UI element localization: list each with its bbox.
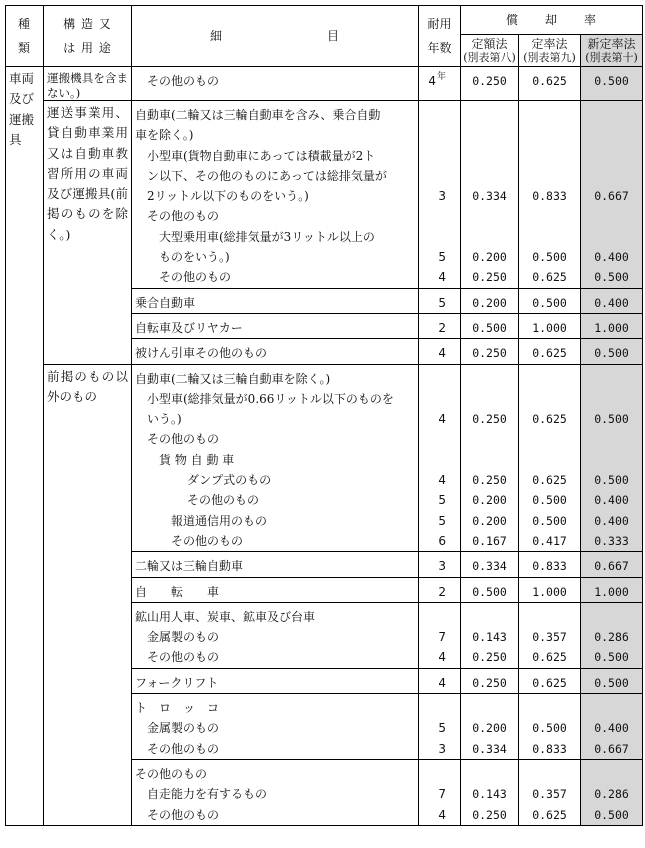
life-value [419, 470, 460, 490]
fixed-rate-value: 0.334 [472, 189, 507, 204]
life-number: 4 [438, 650, 446, 665]
detail-line: いう。) [147, 412, 182, 427]
header-new-declining-label: 新定率法 [587, 37, 636, 51]
fixed-rate-value: 0.167 [472, 533, 507, 548]
declining-rate-cell [519, 67, 581, 101]
fixed-rate-value [461, 227, 518, 247]
detail-cell [132, 577, 419, 602]
detail-line: ものをいう。) [159, 250, 230, 265]
new-declining-rate-value [581, 166, 642, 186]
life-value [419, 607, 460, 627]
life-value [419, 739, 460, 759]
life-value [419, 247, 460, 267]
declining-rate-value: 0.417 [532, 533, 567, 548]
header-new-declining [581, 35, 643, 67]
life-value [419, 318, 460, 338]
table-row [6, 101, 643, 289]
fixed-rate-value [461, 764, 518, 784]
life-value [419, 556, 460, 576]
detail-line: ト ロ ッ コ [135, 701, 220, 716]
fixed-rate-cell [461, 577, 519, 602]
fixed-rate-cell [461, 313, 519, 338]
life-value [419, 125, 460, 145]
life-number: 2 [438, 320, 446, 335]
new-declining-rate-value [581, 206, 642, 226]
new-declining-rate-value: 0.667 [594, 189, 629, 204]
new-declining-rate-value: 0.500 [594, 412, 629, 427]
life-value [419, 369, 460, 389]
new-declining-rate-value: 0.400 [594, 295, 629, 310]
structure-cell [44, 101, 132, 365]
detail-line: 2リットル以下のものをいう。) [147, 189, 309, 204]
life-number: 4 [428, 74, 436, 88]
header-declining-note: (別表第九) [523, 51, 576, 64]
header-fixed [461, 35, 519, 67]
detail-line: 金属製のもの [147, 721, 220, 736]
fixed-rate-value: 0.200 [472, 493, 507, 508]
life-number: 4 [438, 412, 446, 427]
fixed-rate-cell [461, 602, 519, 668]
detail-cell [132, 552, 419, 577]
new-declining-rate-value: 0.500 [594, 473, 629, 488]
fixed-rate-cell [461, 288, 519, 313]
header-life [419, 6, 461, 67]
year-unit: 年 [436, 72, 446, 82]
life-number: 7 [438, 630, 446, 645]
header-fixed-note: (別表第八) [463, 51, 516, 64]
detail-cell [132, 668, 419, 693]
life-number: 5 [438, 513, 446, 528]
declining-rate-value [519, 369, 580, 389]
detail-line: 自転車及びリヤカー [135, 320, 243, 335]
new-declining-rate-value: 0.400 [594, 513, 629, 528]
life-value [419, 805, 460, 825]
detail-line: 鉱山用人車、炭車、鉱車及び台車 [135, 609, 316, 624]
declining-rate-cell [519, 759, 581, 825]
life-cell [419, 364, 461, 552]
declining-rate-value: 0.625 [532, 346, 567, 361]
fixed-rate-value: 0.250 [472, 675, 507, 690]
header-declining-label: 定率法 [531, 37, 568, 51]
structure-label: 前掲のもの以外のもの [47, 368, 128, 404]
detail-line: その他のもの [159, 270, 232, 285]
declining-rate-cell [519, 364, 581, 552]
life-cell [419, 668, 461, 693]
life-value [419, 429, 460, 449]
detail-line: 小型車(貨物自動車にあっては積載量が2ト [147, 148, 376, 163]
new-declining-rate-value: 0.500 [594, 270, 629, 285]
declining-rate-value: 0.500 [532, 250, 567, 265]
declining-rate-value: 0.625 [532, 650, 567, 665]
declining-rate-value [519, 389, 580, 409]
declining-rate-value: 0.625 [532, 270, 567, 285]
life-value [419, 511, 460, 531]
life-value [419, 409, 460, 429]
fixed-rate-value: 0.250 [472, 650, 507, 665]
new-declining-rate-value: 1.000 [594, 320, 629, 335]
detail-line: 自 転 車 [135, 584, 220, 599]
life-number: 6 [438, 533, 446, 548]
fixed-rate-value: 0.500 [472, 584, 507, 599]
detail-line: 自動車(二輪又は三輪自動車を除く。) [135, 371, 331, 386]
detail-line: その他のもの [187, 493, 260, 508]
life-cell [419, 313, 461, 338]
life-value [419, 206, 460, 226]
fixed-rate-value [461, 607, 518, 627]
detail-line: ン以下、その他のものにあっては総排気量が [147, 168, 387, 183]
fixed-rate-value [461, 125, 518, 145]
new-declining-rate-value: 1.000 [594, 584, 629, 599]
fixed-rate-value: 0.200 [472, 250, 507, 265]
new-declining-rate-value: 0.500 [594, 74, 629, 88]
new-declining-rate-value [581, 227, 642, 247]
fixed-rate-value [461, 206, 518, 226]
new-declining-rate-cell [581, 288, 643, 313]
life-number: 4 [438, 270, 446, 285]
kind-cell [6, 67, 44, 826]
declining-rate-value: 0.833 [532, 189, 567, 204]
detail-cell [132, 759, 419, 825]
declining-rate-value: 0.357 [532, 630, 567, 645]
new-declining-rate-value [581, 764, 642, 784]
new-declining-rate-value: 0.500 [594, 675, 629, 690]
new-declining-rate-value: 0.286 [594, 630, 629, 645]
life-value [419, 673, 460, 693]
header-rates [461, 6, 643, 35]
new-declining-rate-cell [581, 759, 643, 825]
life-cell [419, 552, 461, 577]
life-value [419, 105, 460, 125]
detail-cell [132, 339, 419, 364]
declining-rate-value [519, 429, 580, 449]
new-declining-rate-value: 0.286 [594, 787, 629, 802]
fixed-rate-value: 0.500 [472, 320, 507, 335]
new-declining-rate-cell [581, 101, 643, 289]
new-declining-rate-cell [581, 364, 643, 552]
new-declining-rate-cell [581, 668, 643, 693]
new-declining-rate-value: 0.667 [594, 559, 629, 574]
detail-line: フォークリフト [135, 675, 219, 690]
life-cell [419, 101, 461, 289]
structure-cell [44, 67, 132, 101]
fixed-rate-cell [461, 67, 519, 101]
declining-rate-value: 0.833 [532, 741, 567, 756]
detail-line: 被けん引車その他のもの [135, 346, 268, 361]
life-value [419, 186, 460, 206]
declining-rate-value: 1.000 [532, 320, 567, 335]
life-number: 5 [438, 295, 446, 310]
depreciation-table [5, 5, 643, 826]
detail-cell [132, 602, 419, 668]
header-detail-text: 細 目 [209, 28, 340, 43]
fixed-rate-cell [461, 339, 519, 364]
declining-rate-value [519, 166, 580, 186]
fixed-rate-value: 0.250 [472, 412, 507, 427]
structure-label: 運搬機具を含まない。) [47, 71, 128, 100]
header-kind-text: 種 類 [17, 17, 31, 55]
fixed-rate-value: 0.250 [472, 346, 507, 361]
life-number: 3 [438, 559, 446, 574]
new-declining-rate-cell [581, 67, 643, 101]
life-value [419, 764, 460, 784]
header-new-declining-note: (別表第十) [585, 51, 638, 64]
detail-cell [132, 694, 419, 760]
life-number: 4 [438, 807, 446, 822]
structure-cell [44, 364, 132, 825]
new-declining-rate-cell [581, 602, 643, 668]
new-declining-rate-value [581, 105, 642, 125]
new-declining-rate-value: 0.500 [594, 650, 629, 665]
new-declining-rate-value: 0.667 [594, 741, 629, 756]
declining-rate-value: 0.500 [532, 721, 567, 736]
header-detail [132, 6, 419, 67]
declining-rate-cell [519, 288, 581, 313]
new-declining-rate-value: 0.500 [594, 346, 629, 361]
fixed-rate-cell [461, 759, 519, 825]
declining-rate-value [519, 227, 580, 247]
life-cell [419, 67, 461, 101]
declining-rate-value: 1.000 [532, 584, 567, 599]
detail-line: その他のもの [171, 533, 244, 548]
declining-rate-value [519, 146, 580, 166]
detail-line: 自走能力を有するもの [147, 787, 268, 802]
table-row [6, 364, 643, 552]
life-value [419, 647, 460, 667]
declining-rate-value: 0.625 [532, 473, 567, 488]
life-cell [419, 339, 461, 364]
declining-rate-cell [519, 694, 581, 760]
detail-cell [132, 288, 419, 313]
fixed-rate-value [461, 389, 518, 409]
life-number: 3 [438, 189, 446, 204]
life-value [419, 227, 460, 247]
detail-line: その他のもの [147, 650, 220, 665]
declining-rate-cell [519, 101, 581, 289]
fixed-rate-cell [461, 101, 519, 289]
declining-rate-value: 0.625 [532, 675, 567, 690]
life-number: 4 [438, 346, 446, 361]
detail-line: その他のもの [147, 741, 220, 756]
header-fixed-label: 定額法 [471, 37, 508, 51]
fixed-rate-cell [461, 552, 519, 577]
life-value [419, 146, 460, 166]
new-declining-rate-value: 0.333 [594, 533, 629, 548]
declining-rate-value: 0.625 [532, 74, 567, 88]
life-value [419, 490, 460, 510]
fixed-rate-value: 0.250 [472, 270, 507, 285]
life-value [419, 71, 460, 91]
fixed-rate-value: 0.250 [472, 807, 507, 822]
detail-line: 車を除く。) [135, 128, 194, 143]
header-life-text: 耐用 年数 [427, 17, 452, 55]
declining-rate-value [519, 125, 580, 145]
new-declining-rate-value: 0.400 [594, 250, 629, 265]
life-cell [419, 577, 461, 602]
detail-line: 貨 物 自 動 車 [159, 452, 235, 467]
declining-rate-value: 0.625 [532, 412, 567, 427]
declining-rate-value [519, 607, 580, 627]
detail-line: その他のもの [147, 432, 220, 447]
life-cell [419, 694, 461, 760]
fixed-rate-value [461, 429, 518, 449]
new-declining-rate-cell [581, 339, 643, 364]
fixed-rate-cell [461, 694, 519, 760]
life-value [419, 166, 460, 186]
detail-cell [132, 101, 419, 289]
life-value [419, 343, 460, 363]
declining-rate-cell [519, 668, 581, 693]
declining-rate-cell [519, 339, 581, 364]
header-structure-text: 構 造 又 は 用 途 [63, 17, 112, 55]
life-value [419, 582, 460, 602]
declining-rate-value [519, 105, 580, 125]
new-declining-rate-value [581, 369, 642, 389]
declining-rate-value: 0.833 [532, 559, 567, 574]
declining-rate-value [519, 206, 580, 226]
structure-label: 運送事業用、貸自動車業用又は自動車教習所用の車両及び運搬具(前掲のものを除く。) [47, 105, 128, 242]
declining-rate-cell [519, 552, 581, 577]
detail-line: ダンプ式のもの [187, 473, 272, 488]
declining-rate-value: 0.357 [532, 787, 567, 802]
detail-line: 自動車(二輪又は三輪自動車を含み、乗合自動 [135, 108, 381, 122]
new-declining-rate-value: 0.500 [594, 807, 629, 822]
new-declining-rate-value [581, 429, 642, 449]
life-number: 5 [438, 250, 446, 265]
new-declining-rate-cell [581, 577, 643, 602]
detail-cell [132, 364, 419, 552]
header-rates-text: 償 却 率 [505, 12, 597, 27]
declining-rate-cell [519, 602, 581, 668]
fixed-rate-value: 0.334 [472, 741, 507, 756]
header-declining [519, 35, 581, 67]
life-number: 7 [438, 787, 446, 802]
life-value [419, 784, 460, 804]
fixed-rate-value: 0.200 [472, 721, 507, 736]
fixed-rate-value [461, 698, 518, 718]
fixed-rate-value: 0.200 [472, 513, 507, 528]
fixed-rate-value: 0.200 [472, 295, 507, 310]
life-value [419, 293, 460, 313]
detail-line: その他のもの [147, 807, 220, 822]
fixed-rate-value [461, 369, 518, 389]
header-kind [6, 6, 44, 67]
new-declining-rate-value: 0.400 [594, 493, 629, 508]
fixed-rate-value: 0.334 [472, 559, 507, 574]
life-number: 2 [438, 584, 446, 599]
new-declining-rate-value [581, 450, 642, 470]
fixed-rate-value [461, 450, 518, 470]
life-number: 5 [438, 493, 446, 508]
life-cell [419, 602, 461, 668]
life-value [419, 718, 460, 738]
detail-line: 二輪又は三輪自動車 [135, 559, 244, 574]
life-number: 3 [438, 741, 446, 756]
life-cell [419, 288, 461, 313]
declining-rate-value: 0.500 [532, 513, 567, 528]
declining-rate-cell [519, 313, 581, 338]
life-number: 4 [438, 473, 446, 488]
fixed-rate-cell [461, 364, 519, 552]
fixed-rate-cell [461, 668, 519, 693]
fixed-rate-value: 0.143 [472, 630, 507, 645]
detail-cell [132, 313, 419, 338]
detail-line: 小型車(総排気量が0.66リットル以下のものを [147, 391, 394, 406]
new-declining-rate-cell [581, 552, 643, 577]
detail-line: 乗合自動車 [135, 295, 196, 310]
declining-rate-value [519, 450, 580, 470]
fixed-rate-value [461, 166, 518, 186]
life-cell [419, 759, 461, 825]
fixed-rate-value [461, 105, 518, 125]
new-declining-rate-value: 0.400 [594, 721, 629, 736]
detail-cell [132, 67, 419, 101]
fixed-rate-value [461, 146, 518, 166]
life-value [419, 267, 460, 287]
declining-rate-value: 0.500 [532, 493, 567, 508]
new-declining-rate-cell [581, 694, 643, 760]
life-value [419, 627, 460, 647]
life-value [419, 698, 460, 718]
life-number: 5 [438, 721, 446, 736]
declining-rate-value [519, 764, 580, 784]
detail-line: その他のもの [147, 74, 220, 88]
new-declining-rate-value [581, 389, 642, 409]
life-number: 4 [438, 675, 446, 690]
detail-line: その他のもの [135, 766, 208, 781]
detail-line: 大型乗用車(総排気量が3リットル以上の [159, 229, 375, 244]
new-declining-rate-value [581, 146, 642, 166]
detail-line: その他のもの [147, 209, 220, 224]
new-declining-rate-cell [581, 313, 643, 338]
kind-label: 車両 及び 運搬 具 [9, 71, 35, 147]
header-structure [44, 6, 132, 67]
fixed-rate-value: 0.250 [472, 473, 507, 488]
detail-line: 報道通信用のもの [171, 513, 268, 528]
new-declining-rate-value [581, 125, 642, 145]
detail-line: 金属製のもの [147, 630, 220, 645]
life-value [419, 450, 460, 470]
declining-rate-value: 0.500 [532, 295, 567, 310]
new-declining-rate-value [581, 607, 642, 627]
header-row [6, 6, 643, 35]
life-value [419, 389, 460, 409]
declining-rate-value: 0.625 [532, 807, 567, 822]
new-declining-rate-value [581, 698, 642, 718]
declining-rate-value [519, 698, 580, 718]
fixed-rate-value: 0.143 [472, 787, 507, 802]
life-value [419, 531, 460, 551]
fixed-rate-value: 0.250 [472, 74, 507, 88]
declining-rate-cell [519, 577, 581, 602]
table-row [6, 67, 643, 101]
